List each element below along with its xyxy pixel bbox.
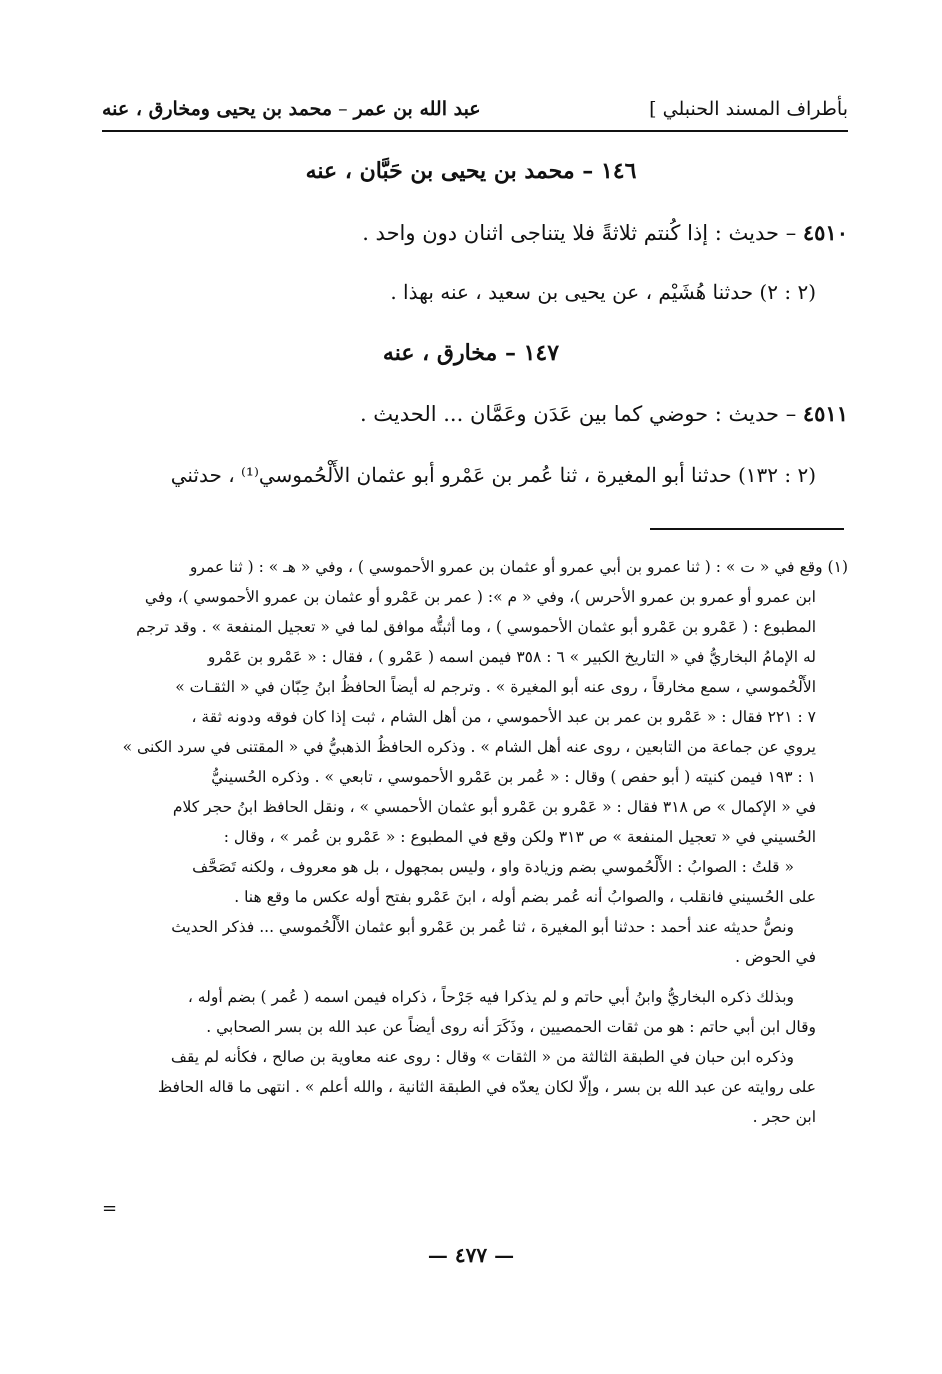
section-title-147: ١٤٧ – مخارق ، عنه (382, 340, 560, 366)
header-book-title: بأطراف المسند الحنبلي ] (649, 98, 848, 120)
header-subtitle: محمد بن يحيى ومخارق ، عنه (102, 98, 333, 120)
footnote-quote-line: في الحوض . (735, 948, 816, 966)
hadith-number: ٤٥١١ (802, 401, 848, 426)
continuation-mark: = (102, 1198, 118, 1219)
footnote-line: الأَلْحُموسي ، سمع مخارقاً ، روى عنه أبو المغيرة » . وترجم له أيضاً الحافظُ ابنُ حِبّان في « الثقـات » (175, 678, 816, 696)
footnote-quote-line: ونصُّ حديثه عند أحمد : حدثنا أبو المغيرة ، ثنا عُمر بن عَمْرو أبو عثمان الأَلْحُموسي ... فذكر الحديث (171, 918, 794, 936)
footnote-line: يروي عن جماعة من التابعين ، روى عنه أهل الشام » . وذكره الحافظُ الذهبيُّ في « المقتنى في سرد الكنى » (122, 738, 816, 756)
footnote-line: الحُسيني في « تعجيل المنفعة » ص ٣١٣ ولكن وقع في المطبوع : « عَمْرو بن عُمر » ، وقال : (223, 828, 816, 846)
sanad-4510: (٢ : ٢) حدثنا هُشَيْم ، عن يحيى بن سعيد ، عنه بهذا . (390, 280, 816, 304)
footnote-line: ابن عمرو أو عمرو بن عمرو الأحرس )، وفي « م »: ( عمر بن عَمْرو أو عثمان بن عمرو الأحموسي )، وفي (144, 588, 816, 606)
footnote-para-line: وبذلك ذكره البخاريُّ وابنُ أبي حاتم و لم يذكرا فيه جَرْحاً ، ذكراه فيمن اسمه ( عُمر ) بضم أوله ، (187, 988, 794, 1006)
section-title-146: ١٤٦ – محمد بن يحيى بن حَبَّان ، عنه (305, 158, 637, 184)
paragraph-gap (102, 972, 848, 982)
footnote-line: المطبوع : ( عَمْرو بن عَمْرو أبو عثمان الأحموسي ) ، وما أثبتُّه موافق لما في « تعجيل المنفعة » . وقد ترجم (136, 618, 816, 636)
footnote-line: (١) وقع في « ت » : ( ثنا عمرو بن أبي عمرو أو عثمان بن عمرو الأحموسي ) ، وفي « هـ » : ( ثنا عمرو (189, 558, 848, 576)
footnote-line: ٧ : ٢٢١ فقال : « عَمْرو بن عمر بن عبد الأحموسي ، من أهل الشام ، ثبت إذا كان فوقه ودونه ثقة ، (191, 708, 816, 726)
hadith-4510 (102, 220, 848, 245)
footnote-line: ١ : ١٩٣ فيمن كنيته ( أبو حفص ) وقال : « عُمر بن عَمْرو الأحموسي ، تابعي » . وذكره الحُسينيُّ (211, 768, 816, 786)
header-separator: – (332, 98, 354, 120)
footnote-quote-line: « قلتُ : الصوابُ : الأَلْحُموسي بضم وزيادة واو ، وليس بمجهول ، بل هو معروف ، ولكنه تَصَحَّف (192, 858, 794, 876)
hadith-4511 (102, 401, 848, 426)
footnote-separator (650, 528, 844, 530)
footnote-para-line: وقال ابن أبي حاتم : هو من ثقات الحمصيين ، وذَكَرَ أنه روى أيضاً عن عبد الله بن بسر الصحابي . (206, 1018, 816, 1036)
header-section-title (102, 98, 481, 120)
footnote-block (102, 552, 848, 1132)
footnote-para-line: ابن حجر . (752, 1108, 816, 1126)
footnote-line: له الإمامُ البخاريُّ في « التاريخ الكبير » ٦ : ٣٥٨ فيمن اسمه ( عَمْرو ) ، فقال : « عَمْرو بن عَمْرو (207, 648, 816, 666)
hadith-text: – حديث : إذا كُنتم ثلاثةً فلا يتناجى اثنان دون واحد . (362, 221, 803, 245)
footnote-quote-line: على الحُسيني فانقلب ، والصوابُ أنه عُمر بضم أوله ، ابنَ عَمْرو بفتح أوله عكس ما وقع هنا . (234, 888, 816, 906)
hadith-number: ٤٥١٠ (802, 220, 848, 245)
footnote-para-line: على روايته عن عبد الله بن بسر ، وإلّا لكان يعدّه في الطبقة الثانية ، والله أعلم » . انتهى ما قاله الحافظ (157, 1078, 816, 1096)
page-number: — ٤٧٧ — (427, 1243, 515, 1267)
hadith-text: – حديث : حوضي كما بين عَدَن وعَمَّان ... الحديث . (359, 402, 803, 426)
running-header (102, 92, 848, 132)
header-bold-name: عبد الله بن عمر (353, 98, 481, 120)
sanad-4511: (٢ : ١٣٢) حدثنا أبو المغيرة ، ثنا عُمر بن عَمْرو أبو عثمان الأَلْحُموسي⁽¹⁾ ، حدثني (170, 463, 816, 487)
footnote-para-line: وذكره ابن حبان في الطبقة الثالثة من « الثقات » وقال : روى عنه معاوية بن صالح ، فكأنه لم يقف (170, 1048, 794, 1066)
footnote-line: في « الإكمال » ص ٣١٨ فقال : « عَمْرو بن عَمْرو أبو عثمان الأحمسي » ، ونقل الحافظ ابنُ حجر كلام (172, 798, 816, 816)
